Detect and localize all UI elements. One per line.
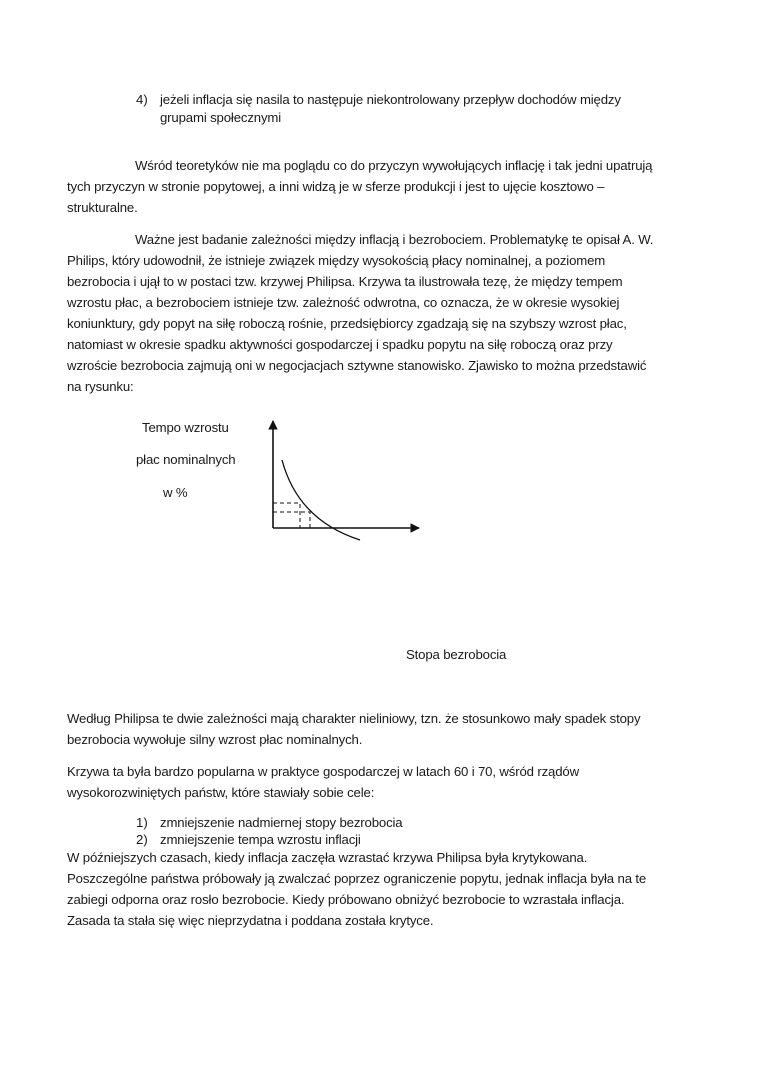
paragraph-line: Philips, który udowodnił, że istnieje związek między wysokością płacy nominalnej, a poziomem — [67, 253, 606, 268]
paragraph-line: wysokorozwiniętych państw, które stawiały sobie cele: — [67, 785, 375, 800]
paragraph-line: strukturalne. — [67, 200, 138, 215]
paragraph-line: na rysunku: — [67, 379, 134, 394]
paragraph-line: natomiast w okresie spadku aktywności gospodarczej i spadku popytu na siłę roboczą oraz przy — [67, 337, 613, 352]
list-item-text-line: grupami społecznymi — [160, 110, 282, 125]
list-number: 1) — [136, 815, 148, 830]
paragraph-line: zabiegi odporna oraz rosło bezrobocie. Kiedy próbowano obniżyć bezrobocie to wzrastała inflacja. — [67, 892, 625, 907]
paragraph-line: Zasada ta stała się więc nieprzydatna i poddana została krytyce. — [67, 913, 434, 928]
list-number: 4) — [136, 92, 148, 107]
dashed-guide-lower — [273, 512, 310, 528]
paragraph-line: Wśród teoretyków nie ma poglądu co do przyczyn wywołujących inflację i tak jedni upatrują — [135, 158, 653, 173]
paragraph-line: Krzywa ta była bardzo popularna w praktyce gospodarczej w latach 60 i 70, wśród rządów — [67, 764, 579, 779]
paragraph-line: Ważne jest badanie zależności między inflacją i bezrobociem. Problematykę te opisał A. W. — [135, 232, 654, 247]
paragraph-line: Według Philipsa te dwie zależności mają charakter nieliniowy, tzn. że stosunkowo mały spadek stopy — [67, 711, 641, 726]
list-number: 2) — [136, 832, 148, 847]
figure-y-label: płac nominalnych — [136, 452, 236, 467]
paragraph-line: W późniejszych czasach, kiedy inflacja zaczęła wzrastać krzywa Philipsa była krytykowana. — [67, 850, 588, 865]
list-item-text-line: jeżeli inflacja się nasila to następuje niekontrolowany przepływ dochodów między — [160, 92, 621, 107]
paragraph-line: Poszczególne państwa próbowały ją zwalczać poprzez ograniczenie popytu, jednak inflacja była na te — [67, 871, 647, 886]
paragraph-line: wzroście bezrobocia zajmują oni w negocjacjach sztywne stanowisko. Zjawisko to można przedstawić — [67, 358, 647, 373]
list-item-text: zmniejszenie nadmiernej stopy bezrobocia — [160, 815, 403, 830]
figure-y-label: Tempo wzrostu — [142, 420, 229, 435]
list-item-text: zmniejszenie tempa wzrostu inflacji — [160, 832, 361, 847]
dashed-guide-upper — [273, 503, 300, 528]
paragraph-line: bezrobocia wywołuje silny wzrost płac nominalnych. — [67, 732, 363, 747]
figure-y-label: w % — [163, 485, 188, 500]
paragraph-line: koniunktury, gdy popyt na siłę roboczą rośnie, przedsiębiorcy zgadzają się na szybszy wzrost płac, — [67, 316, 627, 331]
figure-x-label: Stopa bezrobocia — [406, 647, 507, 662]
paragraph-line: tych przyczyn w stronie popytowej, a inni widzą je w sferze produkcji i jest to ujęcie kosztowo – — [67, 179, 605, 194]
paragraph-line: wzrostu płac, a bezrobociem istnieje tzw. zależność odwrotna, co oznacza, że w okresie wysokiej — [67, 295, 620, 310]
paragraph-line: bezrobocia i ujął to w postaci tzw. krzywej Philipsa. Krzywa ta ilustrowała tezę, że między tempem — [67, 274, 623, 289]
